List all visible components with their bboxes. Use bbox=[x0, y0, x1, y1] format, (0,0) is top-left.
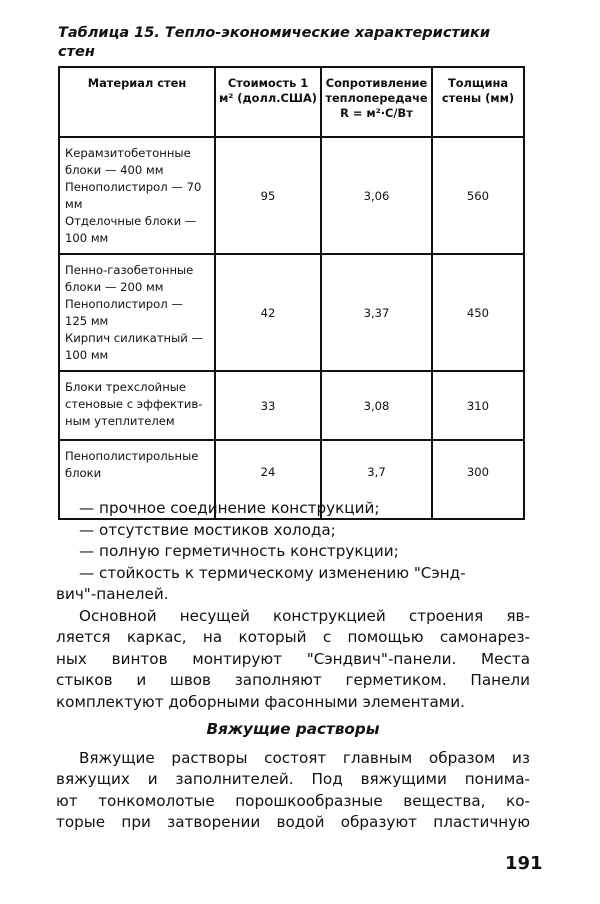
material-cell: Керамзитобетонные блоки — 400 мм Пенополистирол — 70 мм Отделочные блоки — 100 мм bbox=[59, 137, 215, 254]
resistance-cell: 3,7 bbox=[321, 440, 432, 519]
caption-line: стен bbox=[58, 44, 95, 60]
thickness-cell: 450 bbox=[432, 254, 524, 371]
bullet-item: — полную герметичность конструкции; bbox=[79, 542, 399, 560]
table-row bbox=[59, 371, 524, 440]
cost-cell: 24 bbox=[215, 440, 321, 519]
material-cell: Пенно-газобетонные блоки — 200 мм Пенополистирол — 125 мм Кирпич силикатный — 100 мм bbox=[59, 254, 215, 371]
header-resistance: Сопротивление теплопередаче R = м²·С/Вт bbox=[321, 67, 432, 137]
text-line: Основной несущей конструкцией строения яв- bbox=[79, 606, 530, 625]
paragraph bbox=[56, 748, 530, 834]
text-line: Вяжущие растворы состоят главным образом из bbox=[79, 748, 530, 767]
text-line: вяжущих и заполнителей. Под вяжущими понима- bbox=[56, 770, 530, 788]
bullet-item-continuation: вич"-панелей. bbox=[56, 585, 169, 603]
cost-cell: 33 bbox=[215, 371, 321, 440]
bullet-item: — прочное соединение конструкций; bbox=[79, 499, 380, 517]
header-material: Материал стен bbox=[59, 67, 215, 137]
wall-characteristics-table bbox=[58, 66, 525, 520]
thickness-cell: 310 bbox=[432, 371, 524, 440]
text-line: ляется каркас, на который с помощью самонарез- bbox=[56, 628, 530, 646]
text-line: стыков и швов заполняют герметиком. Панели bbox=[56, 671, 530, 689]
header-cost: Стоимость 1 м² (долл.США) bbox=[215, 67, 321, 137]
thickness-cell: 560 bbox=[432, 137, 524, 254]
thickness-cell: 300 bbox=[432, 440, 524, 519]
section-heading: Вяжущие растворы bbox=[206, 720, 380, 738]
header-thickness: Толщина стены (мм) bbox=[432, 67, 524, 137]
resistance-cell: 3,06 bbox=[321, 137, 432, 254]
table-row bbox=[59, 254, 524, 371]
text-line: торые при затворении водой образуют пластичную bbox=[56, 813, 530, 831]
body-text bbox=[56, 498, 530, 834]
bullet-item: — стойкость к термическому изменению "Сэнд- bbox=[79, 563, 466, 582]
caption-line: Таблица 15. Тепло-экономические характеристики bbox=[58, 25, 490, 41]
page-number: 191 bbox=[505, 853, 543, 874]
paragraph bbox=[56, 606, 530, 714]
table-header-row bbox=[59, 67, 524, 137]
resistance-cell: 3,37 bbox=[321, 254, 432, 371]
cost-cell: 42 bbox=[215, 254, 321, 371]
bullet-item: — отсутствие мостиков холода; bbox=[79, 520, 336, 539]
text-line: ют тонкомолотые порошкообразные вещества, ко- bbox=[56, 791, 530, 810]
table-row bbox=[59, 137, 524, 254]
cost-cell: 95 bbox=[215, 137, 321, 254]
material-cell: Блоки трехслойные стеновые с эффектив- ным утеплителем bbox=[59, 371, 215, 440]
resistance-cell: 3,08 bbox=[321, 371, 432, 440]
material-cell: Пенополистирольные блоки bbox=[59, 440, 215, 519]
text-line: ных винтов монтируют "Сэндвич"-панели. Места bbox=[56, 649, 530, 668]
bullet-list bbox=[56, 498, 530, 606]
table-caption bbox=[58, 24, 528, 62]
text-line: комплектуют доборными фасонными элементами. bbox=[56, 692, 465, 711]
